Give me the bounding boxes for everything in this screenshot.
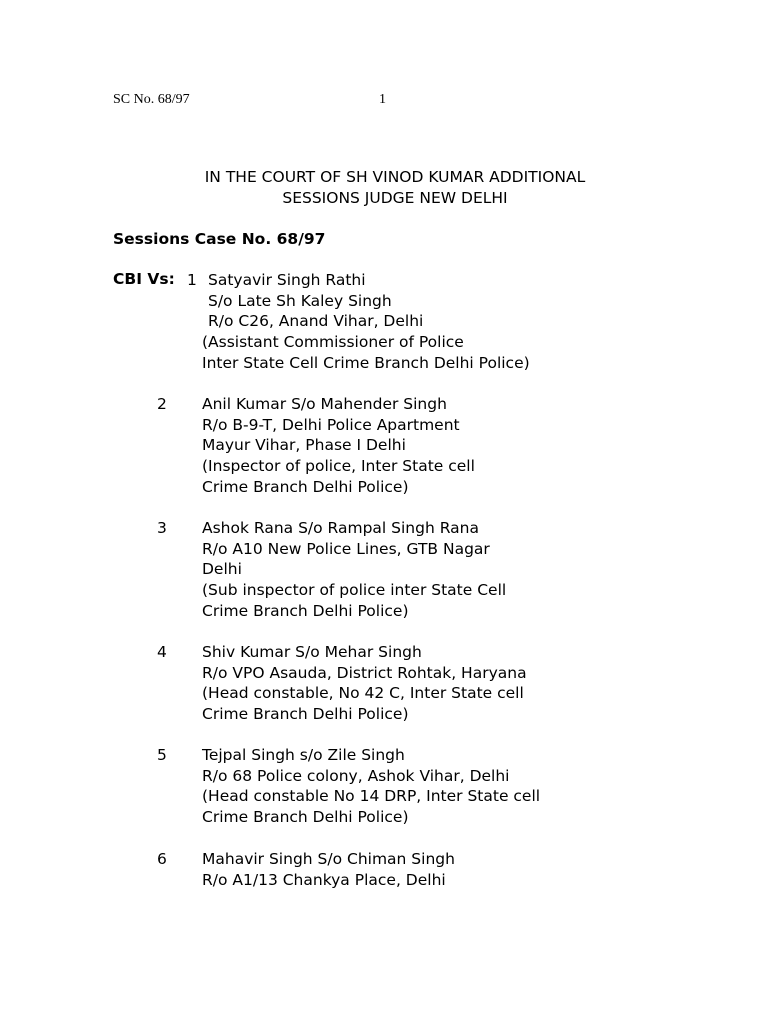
accused-1-line: S/o Late Sh Kaley Singh: [208, 291, 392, 310]
accused-2-line: Mayur Vihar, Phase I Delhi: [202, 436, 406, 455]
accused-4-line: Crime Branch Delhi Police): [202, 705, 409, 724]
accused-2-number: 2: [157, 395, 167, 413]
case-reference: SC No. 68/97: [113, 92, 190, 107]
court-title: [0, 167, 768, 209]
accused-6-details: [202, 849, 455, 890]
accused-1-line: (Assistant Commissioner of Police: [202, 333, 464, 352]
accused-4-details: [202, 642, 527, 725]
accused-4-line: (Head constable, No 42 C, Inter State cell: [202, 684, 524, 703]
accused-1-details: [202, 270, 530, 374]
accused-2-line: (Inspector of police, Inter State cell: [202, 457, 475, 476]
accused-5-details: [202, 745, 540, 828]
accused-3-number: 3: [157, 519, 167, 537]
accused-6-line: R/o A1/13 Chankya Place, Delhi: [202, 870, 446, 889]
accused-1-line: R/o C26, Anand Vihar, Delhi: [208, 312, 424, 331]
accused-5-line: (Head constable No 14 DRP, Inter State cell: [202, 787, 541, 806]
accused-2-line: Crime Branch Delhi Police): [202, 477, 409, 496]
accused-3-line: (Sub inspector of police inter State Cell: [202, 581, 507, 600]
accused-4-line: R/o VPO Asauda, District Rohtak, Haryana: [202, 663, 527, 682]
accused-2-details: [202, 394, 475, 498]
accused-3-details: [202, 518, 506, 622]
accused-1-number: 1: [187, 271, 197, 289]
prosecution-label: CBI Vs:: [113, 270, 175, 288]
accused-2-line: R/o B-9-T, Delhi Police Apartment: [202, 415, 460, 434]
accused-4-number: 4: [157, 643, 167, 661]
accused-5-line: R/o 68 Police colony, Ashok Vihar, Delhi: [202, 766, 510, 785]
sessions-case-number: Sessions Case No. 68/97: [113, 230, 326, 248]
accused-3-line: Crime Branch Delhi Police): [202, 601, 409, 620]
accused-3-line: Ashok Rana S/o Rampal Singh Rana: [202, 519, 479, 537]
accused-4-line: Shiv Kumar S/o Mehar Singh: [202, 643, 422, 661]
accused-1-line: Inter State Cell Crime Branch Delhi Police): [202, 353, 530, 372]
accused-3-line: Delhi: [202, 560, 242, 579]
accused-3-line: R/o A10 New Police Lines, GTB Nagar: [202, 539, 490, 558]
accused-5-number: 5: [157, 746, 167, 764]
accused-6-line: Mahavir Singh S/o Chiman Singh: [202, 850, 455, 868]
court-title-line-1: IN THE COURT OF SH VINOD KUMAR ADDITIONAL: [204, 168, 586, 186]
court-title-line-2: SESSIONS JUDGE NEW DELHI: [282, 189, 508, 207]
page-number: 1: [379, 92, 386, 107]
accused-5-line: Tejpal Singh s/o Zile Singh: [202, 746, 405, 764]
accused-5-line: Crime Branch Delhi Police): [202, 808, 409, 827]
accused-1-line: Satyavir Singh Rathi: [208, 271, 366, 289]
accused-6-number: 6: [157, 850, 167, 868]
accused-2-line: Anil Kumar S/o Mahender Singh: [202, 395, 447, 413]
